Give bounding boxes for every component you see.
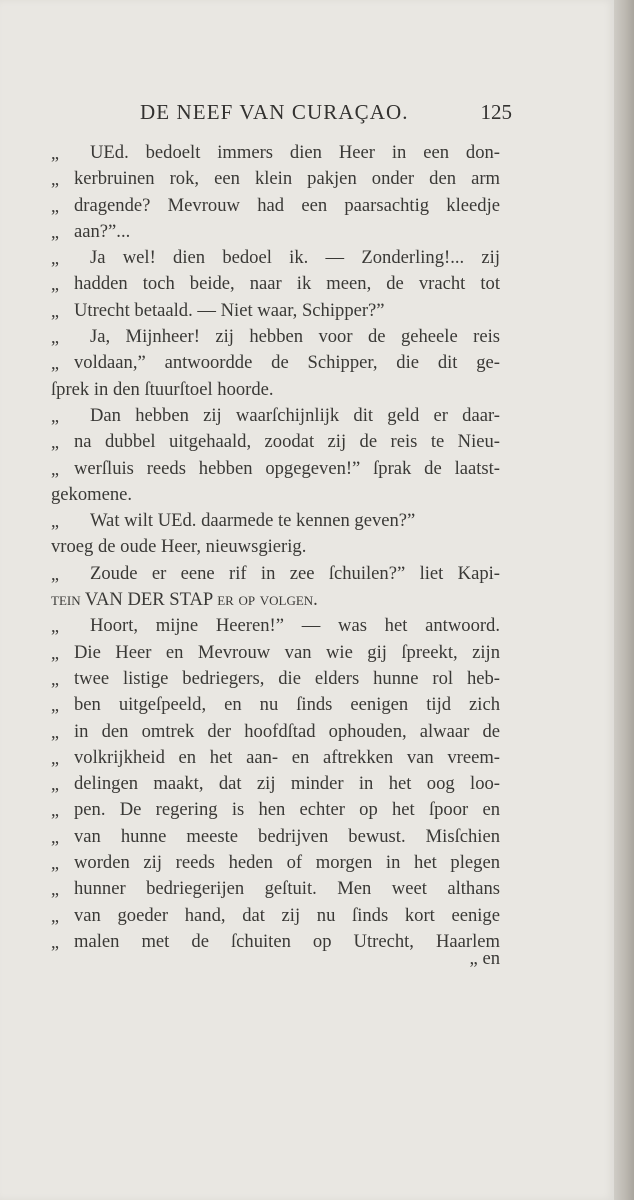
line-text: dragende? Mevrouw had een paarsachtig kleedje xyxy=(74,194,500,216)
text-line xyxy=(0,482,614,508)
line-text: ben uitgeſpeeld, en nu ſinds eenigen tijd zich xyxy=(74,694,500,716)
quote-mark: „ xyxy=(51,405,59,426)
text-line xyxy=(0,403,614,429)
quote-mark: „ xyxy=(51,327,59,348)
line-text: van hunne meeste bedrijven bewust. Misſchien xyxy=(74,825,500,847)
text-line xyxy=(0,587,614,613)
quote-mark: „ xyxy=(51,300,59,321)
line-text: pen. De regering is hen echter op het ſpoor en xyxy=(74,799,500,821)
text-line xyxy=(0,140,614,166)
running-head-title: DE NEEF VAN CURAÇAO. xyxy=(140,100,409,124)
text-line xyxy=(0,534,614,560)
quote-mark: „ xyxy=(51,853,59,874)
line-text: tein VAN DER STAP er op volgen. xyxy=(51,589,318,611)
text-line xyxy=(0,771,614,797)
book-gutter xyxy=(614,0,634,1200)
quote-mark: „ xyxy=(51,353,59,374)
line-text: gekomene. xyxy=(51,483,133,505)
quote-mark: „ xyxy=(51,169,59,190)
text-line xyxy=(0,166,614,192)
line-text: Zoude er eene rif in zee ſchuilen?” liet Kapi- xyxy=(90,562,500,584)
line-text: in den omtrek der hoofdſtad ophouden, alwaar de xyxy=(74,720,500,742)
text-line xyxy=(0,350,614,376)
line-text: na dubbel uitgehaald, zoodat zij de reis te Nieu- xyxy=(74,431,500,453)
text-line xyxy=(0,377,614,403)
text-line xyxy=(0,719,614,745)
line-text: twee listige bedriegers, die elders hunne rol heb- xyxy=(74,667,500,689)
line-text: volkrijkheid en het aan- en aftrekken van vreem- xyxy=(74,746,500,768)
text-line xyxy=(0,613,614,639)
quote-mark: „ xyxy=(51,721,59,742)
line-text: delingen maakt, dat zij minder in het oog loo- xyxy=(74,773,500,795)
text-line xyxy=(0,666,614,692)
quote-mark: „ xyxy=(51,616,59,637)
text-line xyxy=(0,692,614,718)
text-line xyxy=(0,245,614,271)
line-text: vroeg de oude Heer, nieuwsgierig. xyxy=(51,536,307,558)
text-line xyxy=(0,429,614,455)
text-line xyxy=(0,456,614,482)
line-text: Wat wilt UEd. daarmede te kennen geven?” xyxy=(90,510,416,532)
quote-mark: „ xyxy=(51,695,59,716)
line-text: UEd. bedoelt immers dien Heer in een don- xyxy=(90,142,500,163)
quote-mark: „ xyxy=(51,905,59,926)
quote-mark: „ xyxy=(51,432,59,453)
quote-mark: „ xyxy=(51,826,59,847)
line-text: ſprek in den ſtuurſtoel hoorde. xyxy=(51,378,274,400)
text-line xyxy=(0,745,614,771)
line-text: werſluis reeds hebben opgegeven!” ſprak de laatst- xyxy=(74,457,500,479)
text-line xyxy=(0,193,614,219)
line-text: hadden toch beide, naar ik meen, de vracht tot xyxy=(74,273,500,295)
text-line xyxy=(0,219,614,245)
text-line xyxy=(0,324,614,350)
line-text: Ja, Mijnheer! zij hebben voor de geheele reis xyxy=(90,326,500,348)
page-number: 125 xyxy=(480,100,512,124)
text-line xyxy=(0,903,614,929)
line-text: Dan hebben zij waarſchijnlijk dit geld er daar- xyxy=(90,404,500,426)
line-text: Ja wel! dien bedoel ik. — Zonderling!... zij xyxy=(90,247,500,269)
quote-mark: „ xyxy=(51,458,59,479)
quote-mark: „ xyxy=(51,511,59,532)
quote-mark: „ xyxy=(51,747,59,768)
quote-mark: „ xyxy=(51,800,59,821)
text-line xyxy=(0,271,614,297)
line-text: van goeder hand, dat zij nu ſinds kort eenige xyxy=(74,904,500,926)
text-line xyxy=(0,824,614,850)
line-text: hunner bedriegerijen geſtuit. Men weet althans xyxy=(74,878,500,900)
text-line xyxy=(0,929,614,955)
text-line xyxy=(0,797,614,823)
line-text: aan?”... xyxy=(74,220,131,242)
quote-mark: „ xyxy=(51,774,59,795)
quote-mark: „ xyxy=(51,195,59,216)
text-line xyxy=(0,850,614,876)
quote-mark: „ xyxy=(51,221,59,242)
quote-mark: „ xyxy=(51,931,59,952)
text-line xyxy=(0,298,614,324)
quote-mark: „ xyxy=(51,274,59,295)
line-text: worden zij reeds heden of morgen in het plegen xyxy=(74,852,500,874)
quote-mark: „ xyxy=(51,143,59,163)
quote-mark: „ xyxy=(51,668,59,689)
quote-mark: „ xyxy=(51,248,59,269)
line-text: voldaan,” antwoordde de Schipper, die dit ge- xyxy=(74,352,500,374)
quote-mark: „ xyxy=(51,563,59,584)
quote-mark: „ xyxy=(51,879,59,900)
line-text: Utrecht betaald. — Niet waar, Schipper?” xyxy=(74,299,385,321)
text-line xyxy=(0,876,614,902)
body-text xyxy=(0,140,614,955)
line-text: Hoort, mijne Heeren!” — was het antwoord. xyxy=(90,615,500,637)
running-head xyxy=(140,100,512,136)
text-line xyxy=(0,640,614,666)
line-text: malen met de ſchuiten op Utrecht, Haarlem xyxy=(74,930,500,952)
line-text: kerbruinen rok, een klein pakjen onder den arm xyxy=(74,168,500,190)
text-line xyxy=(0,508,614,534)
catchword: „ en xyxy=(469,948,500,969)
line-text: Die Heer en Mevrouw van wie gij ſpreekt, zijn xyxy=(74,641,500,663)
quote-mark: „ xyxy=(51,642,59,663)
text-line xyxy=(0,561,614,587)
